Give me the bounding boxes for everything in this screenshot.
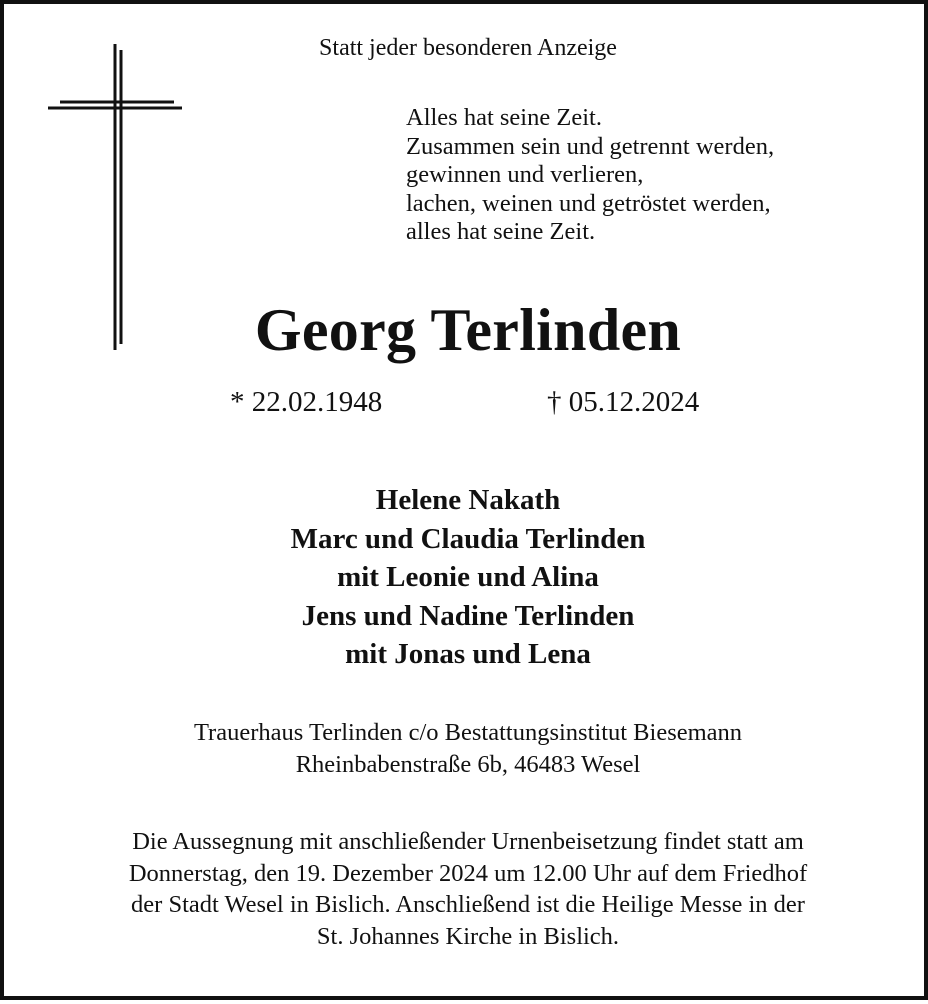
family-line: mit Jonas und Lena: [345, 638, 591, 670]
family-line: mit Leonie und Alina: [337, 561, 599, 593]
family-line: Jens und Nadine Terlinden: [301, 599, 635, 632]
address-line: Rheinbabenstraße 6b, 46483 Wesel: [295, 751, 641, 778]
service-line: Donnerstag, den 19. Dezember 2024 um 12.00 Uhr auf dem Friedhof: [128, 859, 808, 887]
family-list: [4, 481, 928, 674]
service-info: [4, 826, 928, 952]
death-date: † 05.12.2024: [547, 386, 700, 418]
service-line: St. Johannes Kirche in Bislich.: [316, 922, 620, 950]
mourning-address: [4, 717, 928, 781]
poem: [406, 104, 774, 247]
address-line: Trauerhaus Terlinden c/o Bestattungsinstitut Biesemann: [193, 719, 743, 746]
family-line: Helene Nakath: [375, 484, 561, 516]
poem-line: alles hat seine Zeit.: [406, 218, 596, 245]
service-line: der Stadt Wesel in Bislich. Anschließend ist die Heilige Messe in der: [131, 891, 805, 918]
poem-line: gewinnen und verlieren,: [406, 161, 644, 188]
poem-line: Alles hat seine Zeit.: [406, 104, 602, 131]
poem-line: Zusammen sein und getrennt werden,: [406, 132, 775, 160]
deceased-name: Georg Terlinden: [254, 297, 682, 363]
family-line: Marc und Claudia Terlinden: [290, 522, 646, 555]
service-line: Die Aussegnung mit anschließender Urnenbeisetzung findet statt am: [132, 828, 804, 855]
poem-line: lachen, weinen und getröstet werden,: [406, 189, 771, 217]
birth-date: * 22.02.1948: [230, 386, 383, 418]
notice-header: Statt jeder besonderen Anzeige: [319, 35, 617, 61]
